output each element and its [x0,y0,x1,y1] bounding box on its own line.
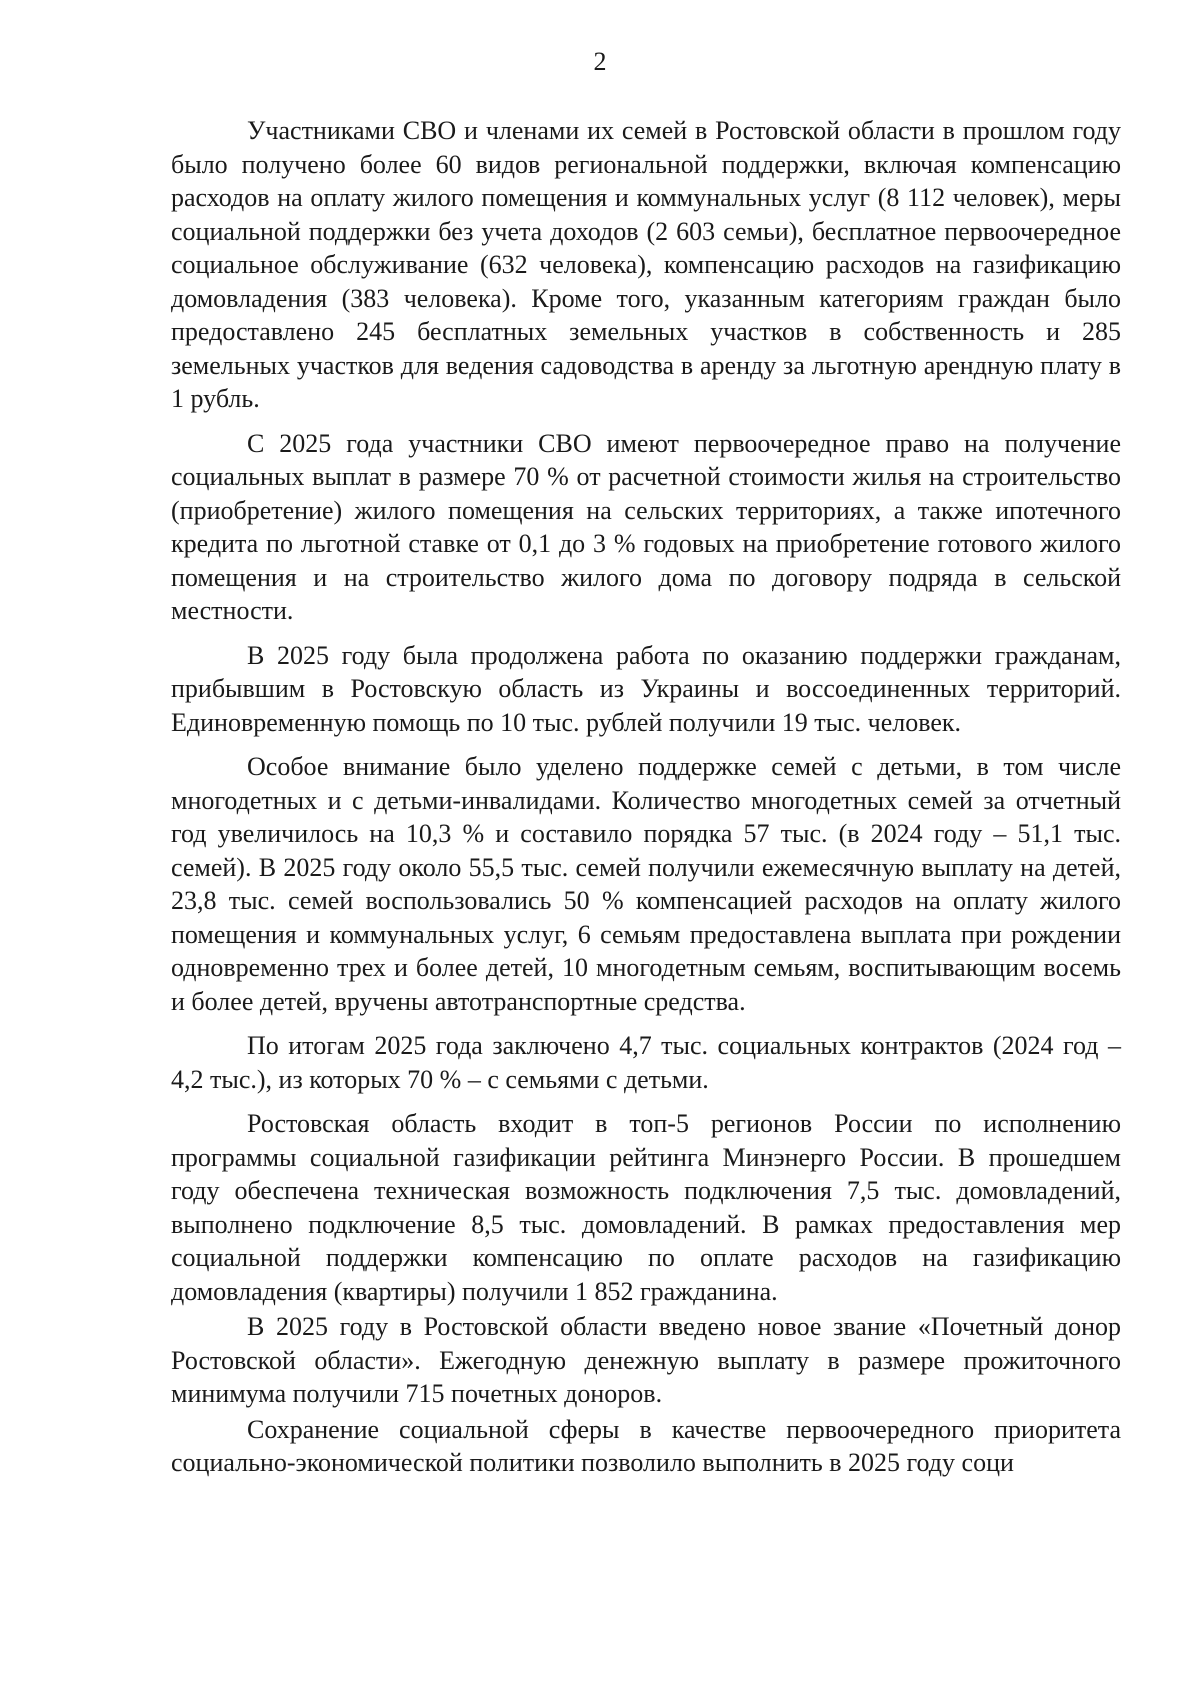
paragraph-social-sphere-priority: Сохранение социальной сферы в качестве первоочередного приоритета социально-экономической политики позволило выполнить в 2025 году соци [171,1414,1121,1477]
paragraph-ukraine-arrivals-support: В 2025 году была продолжена работа по оказанию поддержки гражданам, прибывшим в Ростовскую область из Украины и воссоединенных территорий. Единовременную помощь по 10 тыс. рублей получили 19 тыс. человек. [171,640,1121,737]
paragraph-honorary-donor: В 2025 году в Ростовской области введено новое звание «Почетный донор Ростовской области». Ежегодную денежную выплату в размере прожиточного минимума получили 715 почетных доноров. [171,1312,1121,1408]
paragraph-svo-housing-priority: С 2025 года участники СВО имеют первоочередное право на получение социальных выплат в размере 70 % от расчетной стоимости жилья на строительство (приобретение) жилого помещения на сельских территориях, а также ипотечного кредита по льготной ставке от 0,1 до 3 % годовых на приобретение готового жилого помещения и на строительство жилого дома по договору подряда в сельской местности. [171,428,1121,625]
paragraph-svo-regional-support: Участниками СВО и членами их семей в Ростовской области в прошлом году было получено более 60 видов региональной поддержки, включая компенсацию расходов на оплату жилого помещения и коммунальных услуг (8 112 человек), меры социальной поддержки без учета доходов (2 603 семьи), бесплатное первоочередное социальное обслуживание (632 человека), компенсацию расходов на газификацию домовладения (383 человека). Кроме того, указанным категориям граждан было предоставлено 245 бесплатных земельных участков в собственность и 285 земельных участков для ведения садоводства в аренду за льготную арендную плату в 1 рубль. [171,116,1121,413]
paragraph-social-contracts: По итогам 2025 года заключено 4,7 тыс. социальных контрактов (2024 год – 4,2 тыс.), из которых 70 % – с семьями с детьми. [171,1031,1121,1094]
paragraph-social-gasification: Ростовская область входит в топ-5 регионов России по исполнению программы социальной газификации рейтинга Минэнерго России. В прошедшем году обеспечена техническая возможность подключения 7,5 тыс. домовладений, выполнено подключение 8,5 тыс. домовладений. В рамках предоставления мер социальной поддержки компенсацию по оплате расходов на газификацию домовладения (квартиры) получили 1 852 гражданина. [171,1109,1121,1306]
page-number: 2 [593,47,607,76]
document-body [171,114,1121,1480]
paragraph-families-with-children: Особое внимание было уделено поддержке семей с детьми, в том числе многодетных и с детьми-инвалидами. Количество многодетных семей за отчетный год увеличилось на 10,3 % и составило порядка 57 тыс. (в 2024 году – 51,1 тыс. семей). В 2025 году около 55,5 тыс. семей получили ежемесячную выплату на детей, 23,8 тыс. семей воспользовались 50 % компенсацией расходов на оплату жилого помещения и коммунальных услуг, 6 семьям предоставлена выплата при рождении одновременно трех и более детей, 10 многодетным семьям, воспитывающим восемь и более детей, вручены автотранспортные средства. [171,752,1121,1016]
